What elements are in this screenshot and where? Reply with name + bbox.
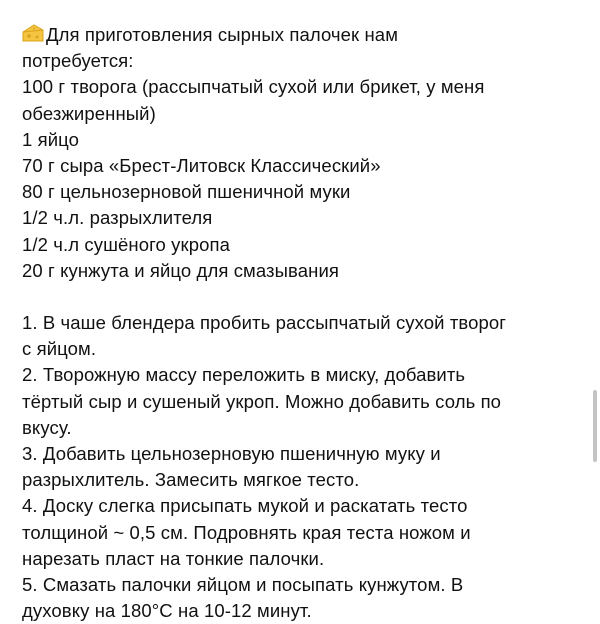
step-line: духовку на 180°С на 10-12 минут.: [22, 600, 312, 622]
ingredient-line: 1 яйцо: [22, 128, 80, 150]
step-line: с яйцом.: [22, 338, 97, 360]
step-line: толщиной ~ 0,5 см. Подровнять края теста ножом и: [22, 521, 471, 543]
ingredient-line: обезжиренный): [22, 102, 156, 124]
ingredient-line: 80 г цельнозерновой пшеничной муки: [22, 181, 351, 203]
ingredient-line: 70 г сыра «Брест-Литовск Классический»: [22, 155, 381, 177]
step-line: 1. В чаше блендера пробить рассыпчатый сухой творог: [22, 312, 507, 334]
step-line: 3. Добавить цельнозерновую пшеничную муку и: [22, 443, 441, 465]
scrollbar-thumb[interactable]: [593, 390, 597, 462]
intro-text-1: Для приготовления сырных палочек нам: [46, 24, 399, 45]
step-line: 2. Творожную массу переложить в миску, добавить: [22, 364, 466, 386]
ingredient-line: 1/2 ч.л. разрыхлителя: [22, 207, 213, 229]
intro-line: [22, 22, 582, 48]
ingredient-line: 20 г кунжута и яйцо для смазывания: [22, 259, 339, 281]
step-line: тёртый сыр и сушеный укроп. Можно добавить соль по: [22, 390, 502, 412]
cheese-wedge-icon: [22, 24, 44, 44]
step-line: разрыхлитель. Замесить мягкое тесто.: [22, 469, 360, 491]
step-line: 5. Смазать палочки яйцом и посыпать кунжутом. В: [22, 574, 464, 596]
step-line: вкусу.: [22, 416, 72, 438]
step-line: нарезать пласт на тонкие палочки.: [22, 547, 325, 569]
step-line: 4. Доску слегка присыпать мукой и раскатать тесто: [22, 495, 468, 517]
ingredient-line: 100 г творога (рассыпчатый сухой или брикет, у меня: [22, 76, 485, 98]
paragraph-gap: [22, 284, 582, 310]
ingredient-line: 1/2 ч.л сушёного укропа: [22, 233, 231, 255]
recipe-text: [22, 22, 582, 624]
intro-line-2: потребуется:: [22, 50, 134, 72]
